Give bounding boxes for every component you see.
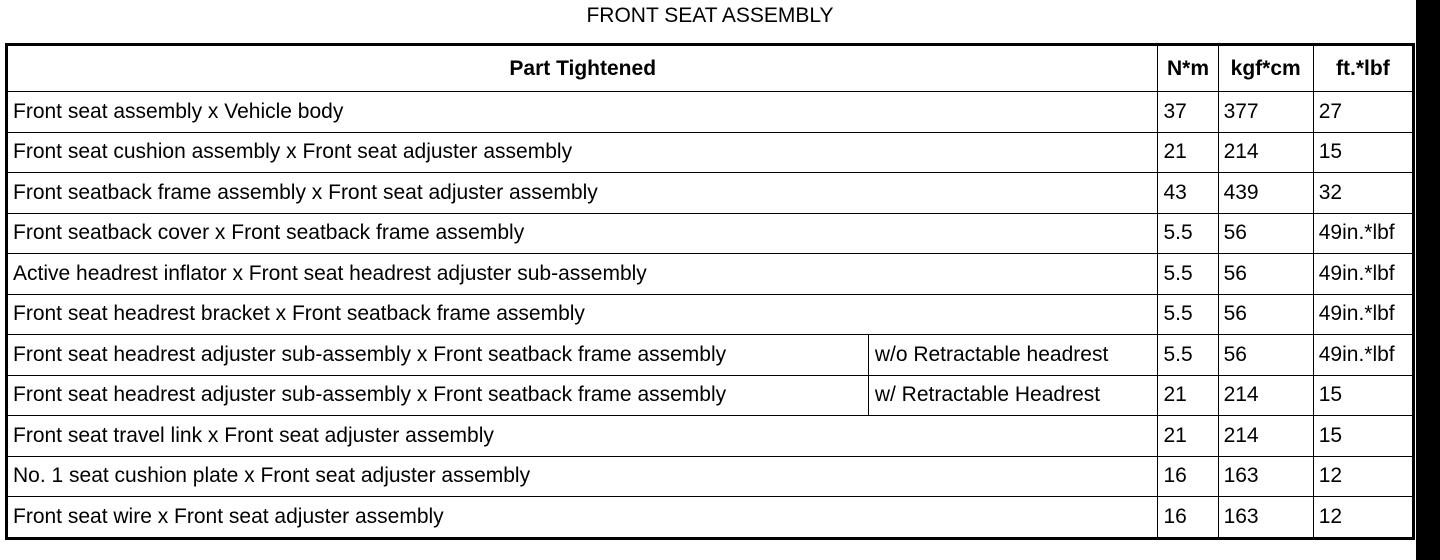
page-edge-bar: [1416, 0, 1440, 560]
ftlbf-cell: 49in.*lbf: [1313, 213, 1413, 254]
ftlbf-cell: 15: [1313, 132, 1413, 173]
part-cell: Front seat headrest adjuster sub-assembly x Front seatback frame assembly: [7, 335, 869, 376]
ftlbf-cell: 12: [1313, 497, 1413, 539]
kgf-cell: 56: [1218, 213, 1313, 254]
part-cell: Active headrest inflator x Front seat headrest adjuster sub-assembly: [7, 254, 1158, 295]
header-kgf-cm: kgf*cm: [1218, 45, 1313, 92]
nm-cell: 5.5: [1158, 254, 1218, 295]
table-row: [7, 132, 1414, 173]
kgf-cell: 56: [1218, 294, 1313, 335]
kgf-cell: 214: [1218, 375, 1313, 416]
torque-spec-table: [5, 43, 1415, 540]
document-title: FRONT SEAT ASSEMBLY: [586, 4, 834, 27]
part-cell: Front seat assembly x Vehicle body: [7, 92, 1158, 133]
part-cell: Front seat wire x Front seat adjuster assembly: [7, 497, 1158, 539]
table-row: [7, 173, 1414, 214]
nm-cell: 5.5: [1158, 294, 1218, 335]
table-row: [7, 375, 1414, 416]
kgf-cell: 56: [1218, 254, 1313, 295]
header-part-tightened: Part Tightened: [7, 45, 1158, 92]
nm-cell: 16: [1158, 497, 1218, 539]
table-header-row: [7, 45, 1414, 92]
table-row: [7, 294, 1414, 335]
nm-cell: 5.5: [1158, 213, 1218, 254]
part-cell: Front seat cushion assembly x Front seat adjuster assembly: [7, 132, 1158, 173]
ftlbf-cell: 12: [1313, 456, 1413, 497]
ftlbf-cell: 32: [1313, 173, 1413, 214]
nm-cell: 21: [1158, 132, 1218, 173]
ftlbf-cell: 49in.*lbf: [1313, 335, 1413, 376]
nm-cell: 37: [1158, 92, 1218, 133]
part-cell: Front seat headrest bracket x Front seatback frame assembly: [7, 294, 1158, 335]
header-nm: N*m: [1158, 45, 1218, 92]
kgf-cell: 56: [1218, 335, 1313, 376]
kgf-cell: 214: [1218, 416, 1313, 457]
table-row: [7, 92, 1414, 133]
nm-cell: 21: [1158, 375, 1218, 416]
header-ft-lbf: ft.*lbf: [1313, 45, 1413, 92]
table-row: [7, 497, 1414, 539]
nm-cell: 21: [1158, 416, 1218, 457]
condition-cell: w/ Retractable Headrest: [868, 375, 1158, 416]
nm-cell: 43: [1158, 173, 1218, 214]
ftlbf-cell: 27: [1313, 92, 1413, 133]
part-cell: Front seatback cover x Front seatback frame assembly: [7, 213, 1158, 254]
table-row: [7, 416, 1414, 457]
kgf-cell: 214: [1218, 132, 1313, 173]
kgf-cell: 163: [1218, 456, 1313, 497]
nm-cell: 16: [1158, 456, 1218, 497]
part-cell: No. 1 seat cushion plate x Front seat adjuster assembly: [7, 456, 1158, 497]
ftlbf-cell: 49in.*lbf: [1313, 294, 1413, 335]
ftlbf-cell: 49in.*lbf: [1313, 254, 1413, 295]
table-row: [7, 213, 1414, 254]
kgf-cell: 439: [1218, 173, 1313, 214]
table-row: [7, 456, 1414, 497]
kgf-cell: 163: [1218, 497, 1313, 539]
part-cell: Front seat headrest adjuster sub-assembly x Front seatback frame assembly: [7, 375, 869, 416]
ftlbf-cell: 15: [1313, 416, 1413, 457]
ftlbf-cell: 15: [1313, 375, 1413, 416]
kgf-cell: 377: [1218, 92, 1313, 133]
part-cell: Front seat travel link x Front seat adjuster assembly: [7, 416, 1158, 457]
table-row: [7, 254, 1414, 295]
nm-cell: 5.5: [1158, 335, 1218, 376]
table-row: [7, 335, 1414, 376]
part-cell: Front seatback frame assembly x Front seat adjuster assembly: [7, 173, 1158, 214]
condition-cell: w/o Retractable headrest: [868, 335, 1158, 376]
